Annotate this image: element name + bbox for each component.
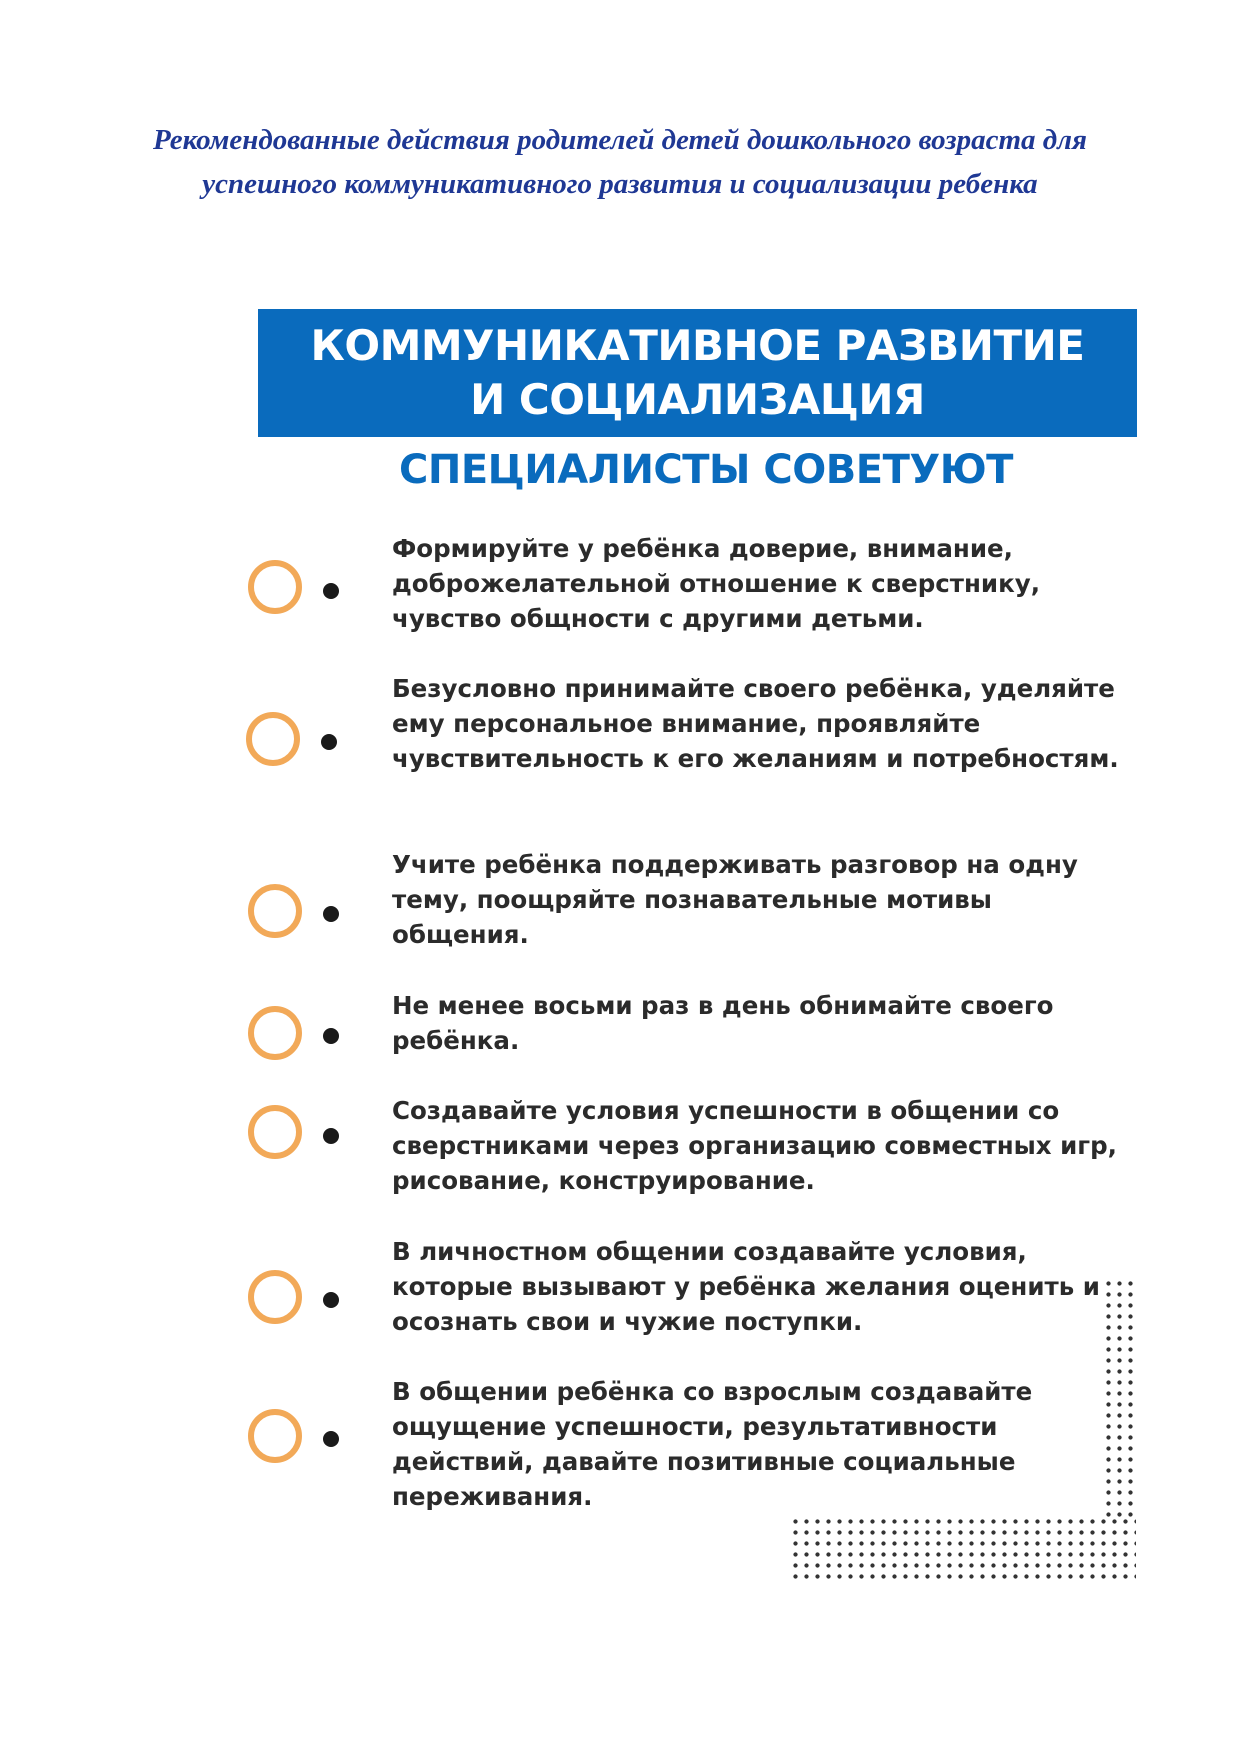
advice-item: Создавайте условия успешности в общении со сверстниками через организацию совместных игр, рисование, конструирование. [392, 1096, 1117, 1195]
dot-pattern-horizontal [790, 1516, 1136, 1582]
orange-circle-icon [248, 1409, 302, 1463]
advice-item: В общении ребёнка со взрослым создавайте ощущение успешности, результативности действий, давайте позитивные социальные переживания. [392, 1377, 1033, 1511]
bullet-dot-icon [323, 906, 339, 922]
orange-circle-icon [248, 1270, 302, 1324]
banner-line-1: КОММУНИКАТИВНОЕ РАЗВИТИЕ [310, 321, 1085, 370]
advice-item: Формируйте у ребёнка доверие, внимание, доброжелательной отношение к сверстнику, чувство общности с другими детьми. [392, 534, 1041, 633]
page-title: Рекомендованные действия родителей детей дошкольного возраста для успешного коммуникативного развития и социализации ребенка [153, 124, 1087, 200]
orange-circle-icon [248, 1006, 302, 1060]
bullet-dot-icon [321, 734, 337, 750]
advice-item: Не менее восьми раз в день обнимайте своего ребёнка. [392, 991, 1054, 1055]
advice-item: В личностном общении создавайте условия, которые вызывают у ребёнка желания оценить и осознать свои и чужие поступки. [392, 1237, 1100, 1336]
bullet-dot-icon [323, 1028, 339, 1044]
orange-circle-icon [248, 560, 302, 614]
bullet-dot-icon [323, 1128, 339, 1144]
bullet-dot-icon [323, 1431, 339, 1447]
orange-circle-icon [248, 1105, 302, 1159]
topic-banner [258, 309, 1137, 437]
orange-circle-icon [246, 712, 300, 766]
advice-item: Учите ребёнка поддерживать разговор на одну тему, поощряйте познавательные мотивы общения. [392, 850, 1078, 949]
subheading: СПЕЦИАЛИСТЫ СОВЕТУЮТ [399, 447, 1013, 493]
advice-item: Безусловно принимайте своего ребёнка, уделяйте ему персональное внимание, проявляйте чувствительность к его желаниям и потребностям. [392, 674, 1119, 773]
orange-circle-icon [248, 884, 302, 938]
bullet-dot-icon [323, 583, 339, 599]
banner-line-2: И СОЦИАЛИЗАЦИЯ [470, 375, 925, 424]
dot-pattern-vertical [1103, 1278, 1136, 1520]
bullet-dot-icon [323, 1292, 339, 1308]
